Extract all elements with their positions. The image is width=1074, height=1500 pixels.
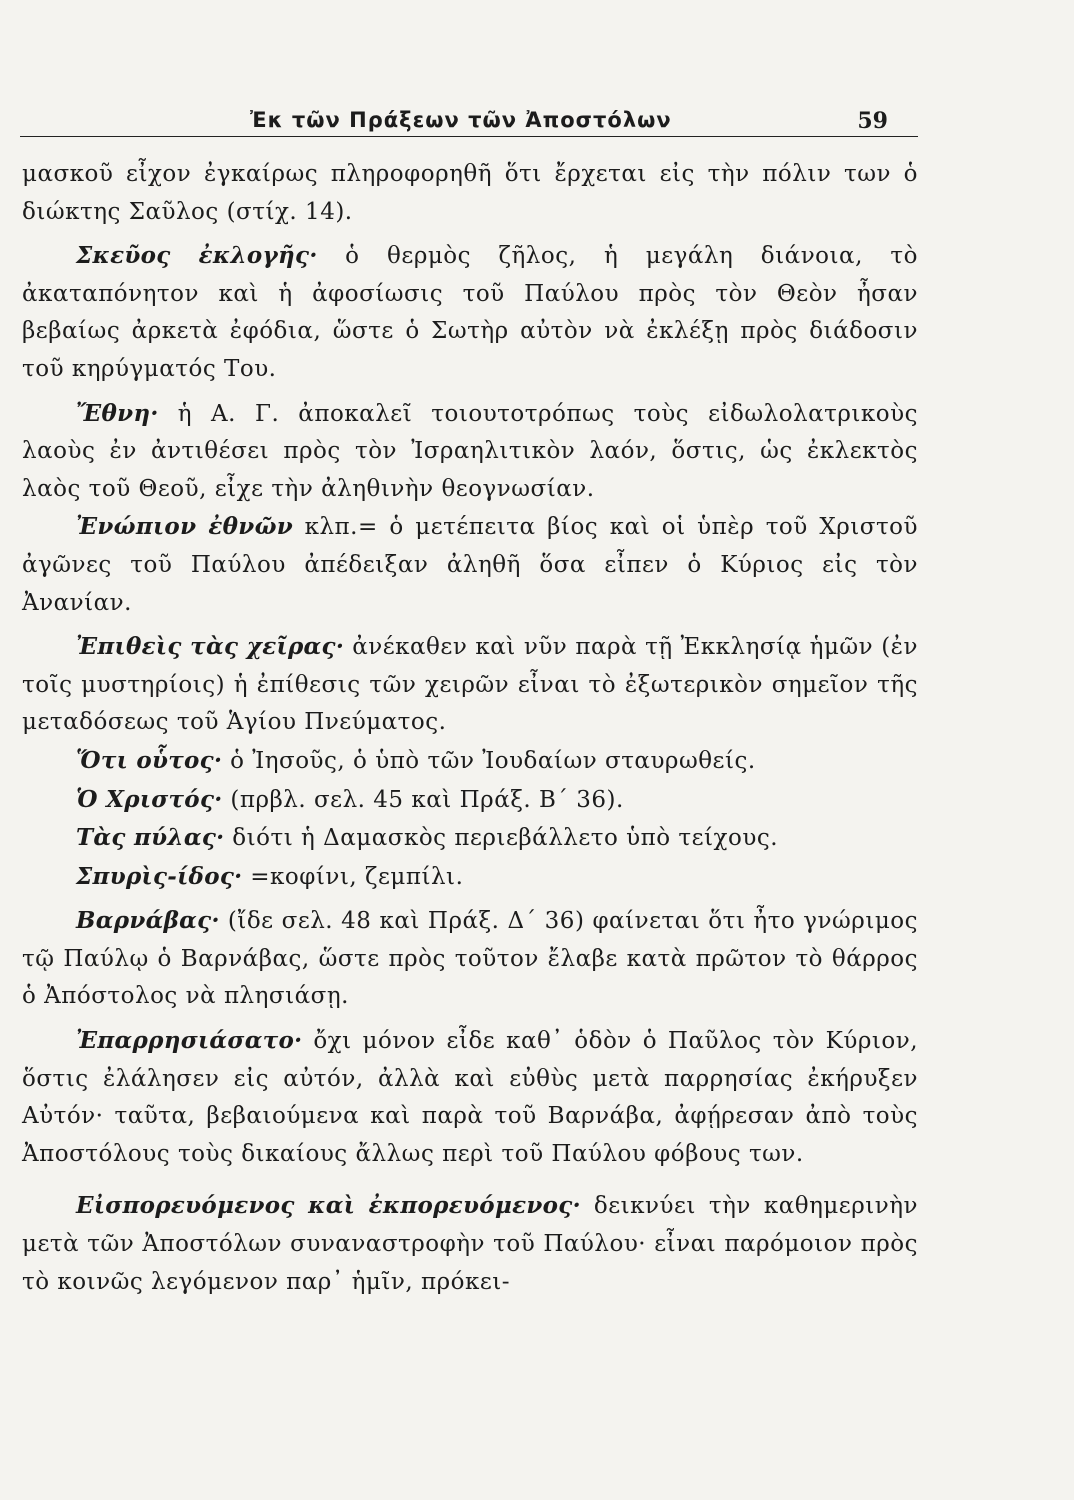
running-title: Ἐκ τῶν Πράξεων τῶν Ἀποστόλων <box>250 108 672 132</box>
paragraph-eparrisiasato <box>22 1022 918 1173</box>
paragraph-text: μασκοῦ εἶχον ἐγκαίρως πληροφορηθῆ ὅτι ἔρχεται εἰς τὴν πόλιν των ὁ διώκτης Σαῦλος (στίχ. 14). <box>22 161 918 225</box>
paragraph-text: δεικνύει τὴν καθημερινὴν μετὰ τῶν Ἀποστόλων συναναστροφὴν τοῦ Παύλου· εἶναι παρόμοιον πρὸς τὸ κοινῶς λεγόμενον παρ᾿ ἡμῖν, πρόκει- <box>22 1193 919 1295</box>
paragraph-tas-pylas <box>22 819 918 858</box>
paragraph-eisporeuomenos <box>22 1187 918 1301</box>
paragraph-text: ἀνέκαθεν καὶ νῦν παρὰ τῇ Ἐκκλησίᾳ ἡμῶν (ἐν τοῖς μυστηρίοις) ἡ ἐπίθεσις τῶν χειρῶν εἶναι τὸ ἐξωτερικὸν σημεῖον τῆς μεταδόσεως τοῦ Ἁγίου Πνεύματος. <box>22 634 918 736</box>
paragraph-enopion-ethnon <box>22 508 918 622</box>
paragraph-text: (πρβλ. σελ. 45 καὶ Πράξ. Β΄ 36). <box>230 786 624 813</box>
lemma-heading: Τὰς πύλας· <box>76 824 225 852</box>
paragraph-ethni <box>22 395 918 509</box>
paragraph-text: ἡ Α. Γ. ἀποκαλεῖ τοιουτοτρόπως τοὺς εἰδωλολατρικοὺς λαοὺς ἐν ἀντιθέσει πρὸς τὸν Ἰσραηλιτικὸν λαόν, ὅστις, ὡς ἐκλεκτὸς λαὸς τοῦ Θεοῦ, εἶχε τὴν ἀληθινὴν θεογνωσίαν. <box>22 400 919 502</box>
paragraph-text: ὁ Ἰησοῦς, ὁ ὑπὸ τῶν Ἰουδαίων σταυρωθείς. <box>230 747 756 774</box>
paragraph-spyris <box>22 858 918 897</box>
lemma-heading: Σκεῦος ἐκλογῆς· <box>76 242 318 270</box>
lemma-heading: Ἐνώπιον ἐθνῶν <box>76 513 294 541</box>
lemma-heading: Σπυρὶς-ίδος· <box>76 862 243 890</box>
lemma-heading: Ὁ Χριστός· <box>76 785 223 813</box>
page-number: 59 <box>857 108 888 134</box>
body-text <box>22 156 918 1301</box>
paragraph-barnabas <box>22 902 918 1016</box>
paragraph-o-christos <box>22 781 918 820</box>
paragraph-text: ὄχι μόνον εἶδε καθ᾿ ὁδὸν ὁ Παῦλος τὸν Κύριον, ὅστις ἐλάλησεν εἰς αὐτόν, ἀλλὰ καὶ εὐθὺς μετὰ παρρησίας ἐκήρυξεν Αὐτόν· ταῦτα, βεβαιούμενα καὶ παρὰ τοῦ Βαρνάβα, ἀφῄρεσαν ἀπὸ τοὺς Ἀποστόλους τοὺς δικαίους ἄλλως περὶ τοῦ Παύλου φόβους των. <box>22 1028 919 1167</box>
lemma-heading: Βαρνάβας· <box>76 907 220 935</box>
lemma-heading: Ἔθνη· <box>76 399 159 427</box>
paragraph-text: διότι ἡ Δαμασκὸς περιεβάλλετο ὑπὸ τείχους. <box>232 825 779 852</box>
paragraph-continuation <box>22 156 918 231</box>
paragraph-epitheis-tas-cheiras <box>22 628 918 742</box>
paragraph-text: (ἴδε σελ. 48 καὶ Πράξ. Δ΄ 36) φαίνεται ὅτι ἦτο γνώριμος τῷ Παύλῳ ὁ Βαρνάβας, ὥστε πρὸς τοῦτον ἔλαβε κατὰ πρῶτον τὸ θάρρος ὁ Ἀπόστολος νὰ πλησιάσῃ. <box>22 908 919 1010</box>
paragraph-text: =κοφίνι, ζεμπίλι. <box>250 863 464 890</box>
lemma-heading: Ἐπιθεὶς τὰς χεῖρας· <box>76 633 345 661</box>
lemma-heading: Εἰσπορευόμενος καὶ ἐκπορευόμενος· <box>76 1192 581 1220</box>
paragraph-skeuos-eklogis <box>22 237 918 388</box>
paragraph-text: ὁ θερμὸς ζῆλος, ἡ μεγάλη διάνοια, τὸ ἀκαταπόνητον καὶ ἡ ἀφοσίωσις τοῦ Παύλου πρὸς τὸν Θεὸν ἦσαν βεβαίως ἀρκετὰ ἐφόδια, ὥστε ὁ Σωτὴρ αὐτὸν νὰ ἐκλέξῃ πρὸς διάδοσιν τοῦ κηρύγματός Του. <box>22 243 918 382</box>
paragraph-text: κλπ.= ὁ μετέπειτα βίος καὶ οἱ ὑπὲρ τοῦ Χριστοῦ ἀγῶνες τοῦ Παύλου ἀπέδειξαν ἀληθῆ ὅσα εἶπεν ὁ Κύριος εἰς τὸν Ἀνανίαν. <box>22 514 918 616</box>
paragraph-oti-outos <box>22 742 918 781</box>
lemma-heading: Ἐπαρρησιάσατο· <box>76 1027 303 1055</box>
running-head <box>20 106 918 137</box>
lemma-heading: Ὅτι οὗτος· <box>76 746 223 774</box>
